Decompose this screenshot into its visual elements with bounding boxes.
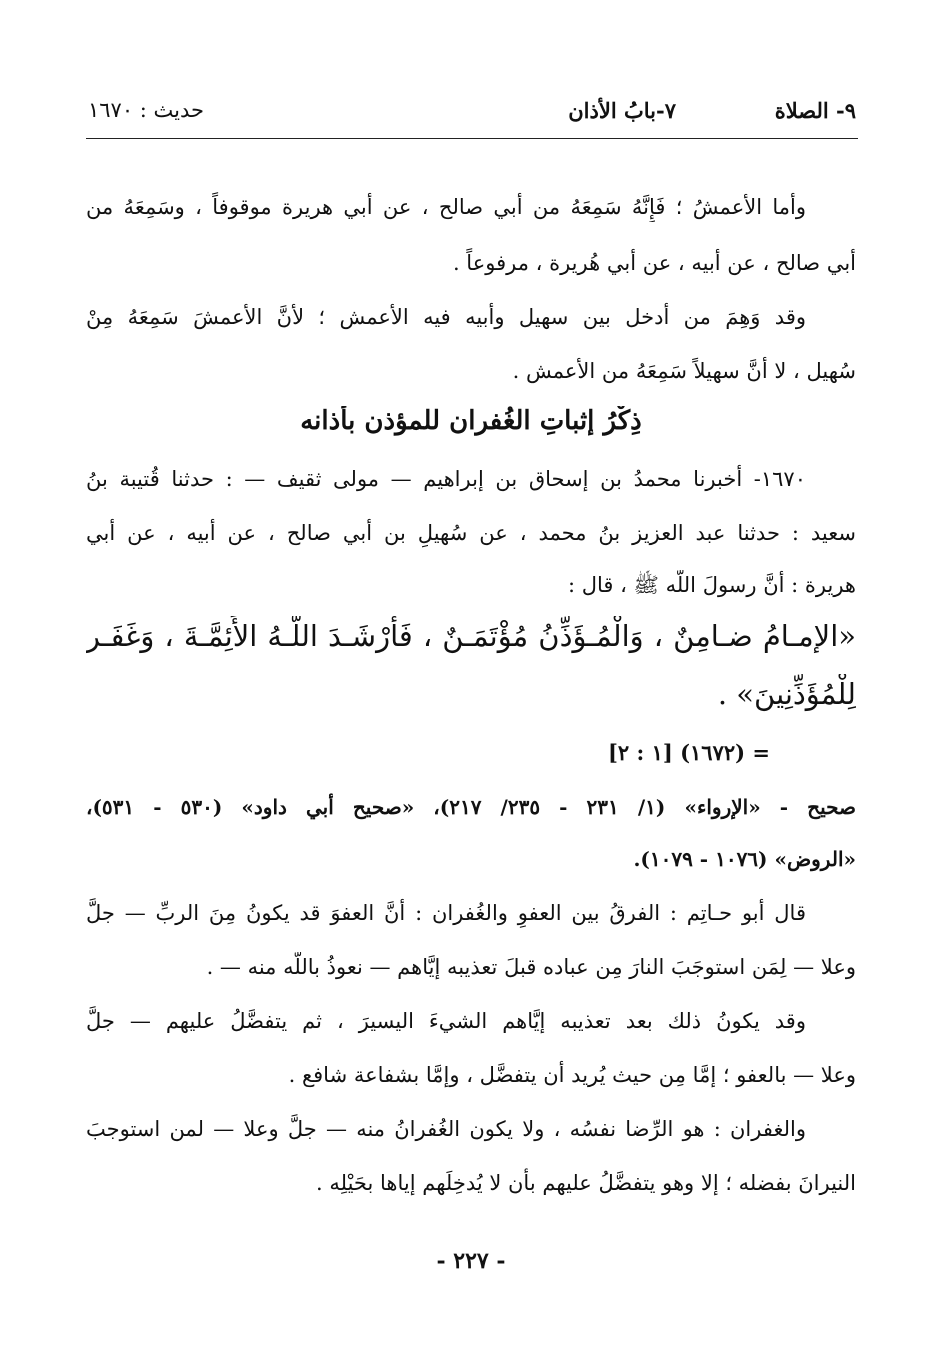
text-line: هريرة : أنَّ رسولَ اللَّه ﷺ ، قال : bbox=[567, 573, 856, 597]
text-line: وأما الأعمشُ ؛ فَإِنَّهُ سَمِعَهُ من أبي صالح ، عن أبي هريرة موقوفاً ، وسَمِعَهُ من bbox=[86, 195, 806, 219]
text-line: وعلا — بالعفو ؛ إمَّا مِن حيث يُريد أن يتفضَّل ، وإمَّا بشفاعة شافع . bbox=[288, 1063, 856, 1087]
text-line: وعلا — لِمَن استوجَبَ النارَ مِن عباده قبلَ تعذيبه إيَّاهم — نعوذُ باللَّه منه — . bbox=[206, 955, 856, 979]
hadith-text: لِلْمُؤَذِّنِينَ» . bbox=[717, 677, 856, 711]
chapter-title: ٩- الصلاة bbox=[774, 98, 856, 123]
section-title: ٧-بابُ الأذان bbox=[568, 98, 676, 123]
section-heading: ذِكْرُ إثباتِ الغُفران للمؤذن بأذانه bbox=[300, 406, 642, 436]
text-line: قال أبو حـاتِم : الفرقُ بين العفوِ والغُفران : أنَّ العفوَ قد يكونُ مِنَ الربِّ — جلَّ bbox=[86, 901, 806, 925]
text-line: النيرانَ بفضله ؛ إلا وهو يتفضَّلُ عليهم بأن لا يُدخِلَهم إياها بحَيْلِه . bbox=[316, 1171, 856, 1195]
text-line: والغفران : هو الرِّضا نفسُه ، ولا يكون الغُفرانُ منه — جلَّ وعلا — لمن استوجبَ bbox=[86, 1117, 806, 1141]
grading-line: صحيح - «الإرواء» (١/ ٢٣١ - ٢٣٥/ ٢١٧)، «صحيح أبي داود» (٥٣٠ - ٥٣١)، bbox=[86, 795, 856, 819]
running-header bbox=[88, 98, 856, 132]
text-line: سعيد : حدثنا عبد العزيز بنُ محمد ، عن سُهيلِ بن أبي صالح ، عن أبيه ، عن أبي bbox=[86, 521, 856, 545]
text-line: ١٦٧٠- أخبرنا محمدُ بن إسحاق بن إبراهيم — مولى ثقيف — : حدثنا قُتيبة بنُ bbox=[86, 467, 806, 491]
text-line: أبي صالح ، عن أبيه ، عن أبي هُريرة ، مرفوعاً . bbox=[452, 251, 856, 275]
text-line: سُهيل ، لا أنَّ سهيلاً سَمِعَهُ من الأعمش . bbox=[512, 359, 856, 383]
hadith-number: حديث : ١٦٧٠ bbox=[88, 98, 205, 122]
page-number: - ٢٢٧ - bbox=[436, 1248, 506, 1274]
header-divider bbox=[86, 138, 858, 139]
cross-reference: = (١٦٧٢) [١ : ٢] bbox=[607, 740, 770, 765]
hadith-text: «الإمـامُ ضـامِنٌ ، وَالْمُـؤَذِّنُ مُؤْتَمَـنٌ ، فَأَرْشَـدَ اللَّـهُ الأَئِمَّـةَ ، وَغَفَـر bbox=[86, 619, 856, 653]
text-line: وقد يكونُ ذلك بعد تعذيبه إيَّاهم الشيءَ اليسيرَ ، ثم يتفضَّلُ عليهم — جلَّ bbox=[86, 1009, 806, 1033]
text-line: وقد وَهِمَ من أدخل بين سهيل وأبيه فيه الأعمش ؛ لأنَّ الأعمشَ سَمِعَهُ مِنْ bbox=[86, 305, 807, 329]
grading-line: «الروض» (١٠٧٦ - ١٠٧٩). bbox=[633, 847, 856, 871]
